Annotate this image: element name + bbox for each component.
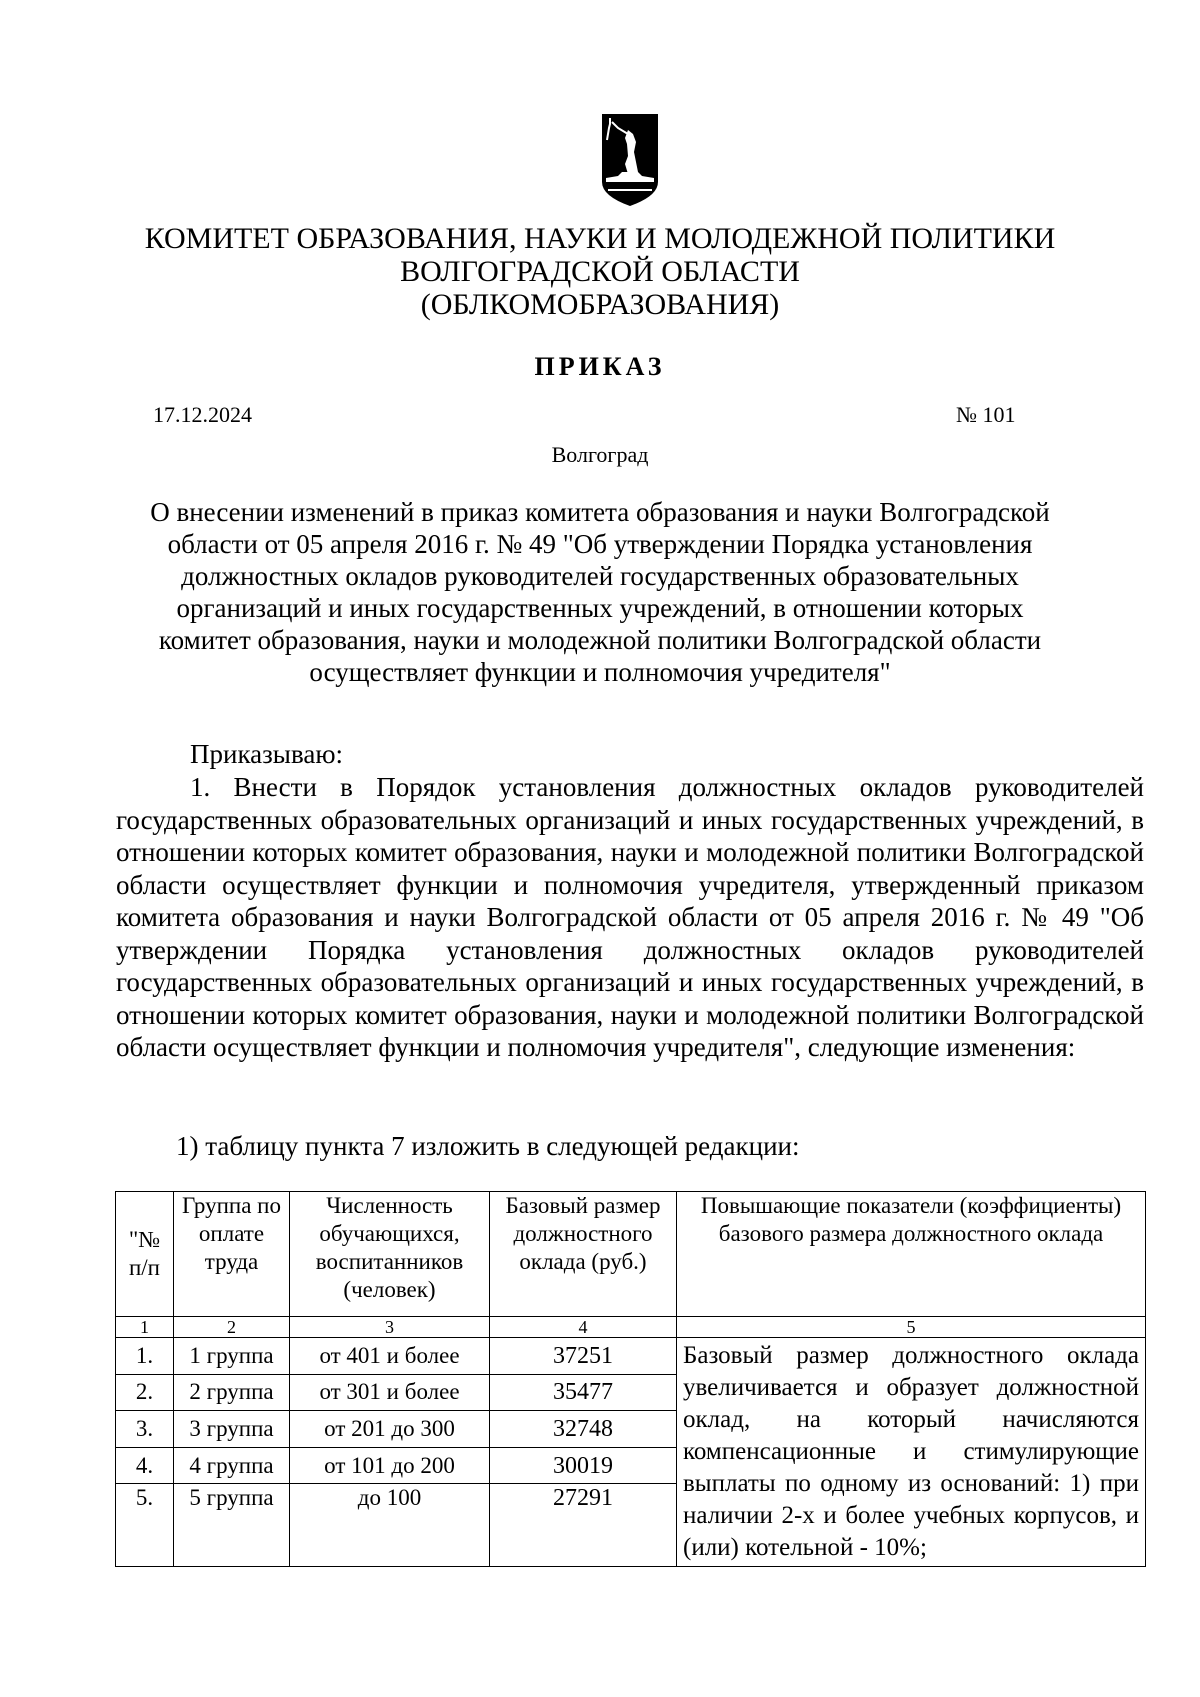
coefficients-description: Базовый размер должностного оклада увеличивается и образует должностной оклад, на который начисляются компенсационные и стимулирующие выплаты по одному из оснований: 1) при наличии 2-х и более учебных корпусов, и (или) котельной - 10%; [677,1338,1146,1567]
column-number: 5 [677,1317,1146,1338]
document-number: № 101 [956,402,1016,427]
column-number: 3 [290,1317,490,1338]
row-salary: 35477 [490,1374,677,1411]
row-count: от 101 до 200 [290,1447,490,1484]
org-name-line1: КОМИТЕТ ОБРАЗОВАНИЯ, НАУКИ И МОЛОДЕЖНОЙ ПОЛИТИКИ [144,222,1056,255]
row-number: 5. [116,1484,174,1567]
table-header-row [116,1192,1146,1317]
row-salary: 32748 [490,1411,677,1448]
document-title: ПРИКАЗ [534,352,666,381]
table-column-numbers-row [116,1317,1146,1338]
row-group: 3 группа [174,1411,290,1448]
row-group: 1 группа [174,1338,290,1375]
document-subject: О внесении изменений в приказ комитета образования и науки Волгоградской области от 05 апреля 2016 г. № 49 "Об утверждении Порядка установления должностных окладов руководителей государственных образовательных организаций и иных государственных учреждений, в отношении которых комитет образования, науки и молодежной политики Волгоградской области осуществляет функции и полномочия учредителя" [150,497,1050,687]
row-salary: 30019 [490,1447,677,1484]
row-number: 1. [116,1338,174,1375]
row-number: 4. [116,1447,174,1484]
order-intro: Приказываю: [190,739,343,769]
row-count: от 401 и более [290,1338,490,1375]
row-count: от 201 до 300 [290,1411,490,1448]
row-count: до 100 [290,1484,490,1567]
row-group: 4 группа [174,1447,290,1484]
salary-table [115,1191,1146,1567]
coat-of-arms-emblem [598,112,662,208]
order-item-1: 1. Внести в Порядок установления должностных окладов руководителей государственных образовательных организаций и иных государственных учреждений, в отношении которых комитет образования, науки и молодежной политики Волгоградской области осуществляет функции и полномочия учредителя, утвержденный приказом комитета образования и науки Волгоградской области от 05 апреля 2016 г. № 49 "Об утверждении Порядка установления должностных окладов руководителей государственных образовательных организаций и иных государственных учреждений, в отношении которых комитет образования, науки и молодежной политики Волгоградской области осуществляет функции и полномочия учредителя", следующие изменения: [116,772,1144,1062]
header-cell: Базовый размер должностного оклада (руб.) [490,1192,677,1317]
row-number: 3. [116,1411,174,1448]
row-salary: 27291 [490,1484,677,1567]
header-cell: Группа по оплате труда [174,1192,290,1317]
column-number: 2 [174,1317,290,1338]
org-name-line2: ВОЛГОГРАДСКОЙ ОБЛАСТИ [400,255,800,288]
row-count: от 301 и более [290,1374,490,1411]
row-group: 5 группа [174,1484,290,1567]
column-number: 1 [116,1317,174,1338]
document-city: Волгоград [551,442,649,467]
org-name-line3: (ОБЛКОМОБРАЗОВАНИЯ) [420,288,780,321]
document-date: 17.12.2024 [153,402,252,427]
row-salary: 37251 [490,1338,677,1375]
header-cell: Повышающие показатели (коэффициенты) базового размера должностного оклада [677,1192,1146,1317]
row-number: 2. [116,1374,174,1411]
row-group: 2 группа [174,1374,290,1411]
header-cell: Численность обучающихся, воспитанников (человек) [290,1192,490,1317]
order-subitem-1: 1) таблицу пункта 7 изложить в следующей редакции: [176,1131,800,1161]
table-row [116,1338,1146,1375]
header-cell: "№ п/п [116,1192,174,1317]
organization-header [0,222,1200,321]
column-number: 4 [490,1317,677,1338]
